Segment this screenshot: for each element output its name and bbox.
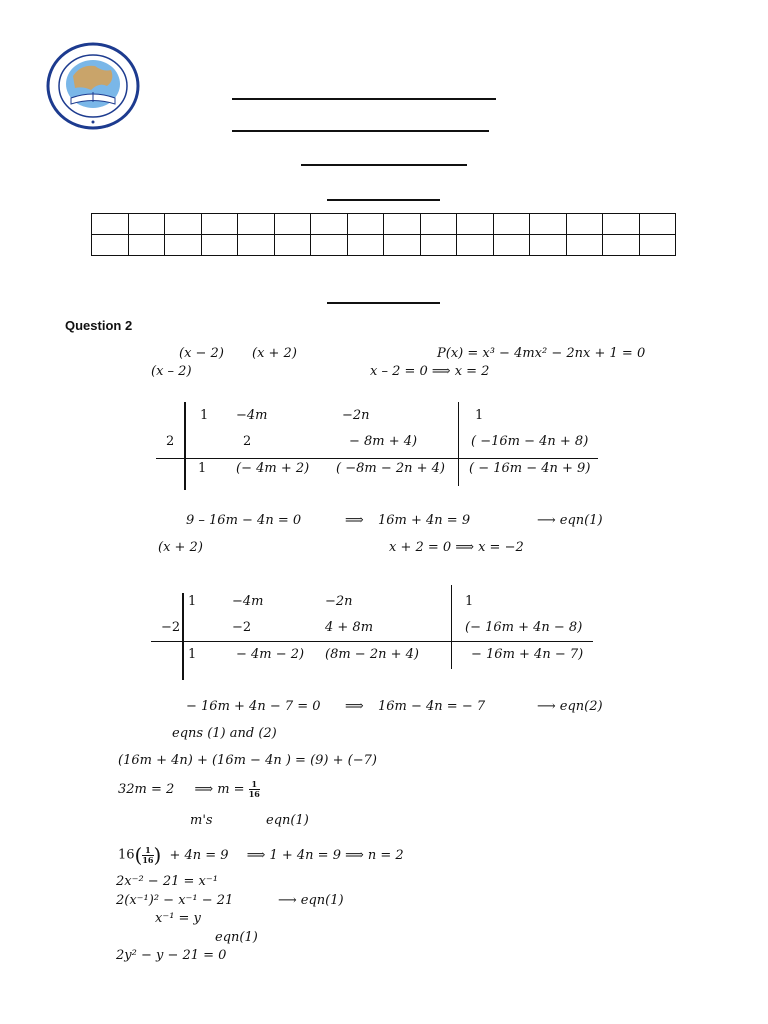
div2-r1-c4: 1 — [465, 594, 474, 609]
ms-label: m's — [190, 813, 213, 828]
div1-rule — [156, 458, 598, 459]
title-line-2 — [232, 130, 489, 132]
div1-r1-c3: −2n — [342, 408, 370, 423]
div1-r3-c1: 1 — [198, 461, 207, 476]
n-line-coef: 16 — [118, 847, 135, 863]
title-line-1 — [232, 98, 496, 100]
n-frac-den: 16 — [142, 854, 154, 865]
eq-line-3: x⁻¹ = y — [155, 911, 201, 926]
div2-rule — [151, 641, 593, 642]
n-fraction — [142, 846, 153, 865]
div2-right-bar — [451, 585, 452, 669]
m-line — [118, 780, 260, 799]
board-logo — [45, 42, 141, 130]
title-line-4 — [327, 199, 440, 201]
div2-r2-divisor: −2 — [161, 620, 181, 635]
n-line: 16( $\frac{1}{16}$ ) + 4n = 9 ⟹ 1 + 4n = 9 ⟹ n = 2 — [118, 843, 404, 867]
eq1-arrow: ⟹ — [345, 513, 364, 528]
section-line — [327, 302, 440, 304]
div1-r2-c3: − 8m + 4) — [349, 434, 418, 449]
div2-r1-c2: −4m — [232, 594, 264, 609]
root-x-2: x – 2 = 0 ⟹ x = 2 — [370, 364, 490, 379]
title-line-3 — [301, 164, 467, 166]
div2-r1-c1: 1 — [188, 594, 197, 609]
eq-line-5: 2y² − y − 21 = 0 — [116, 948, 227, 963]
div2-r2-c3: 4 + 8m — [325, 620, 374, 635]
div2-r2-c4: (− 16m + 4n − 8) — [465, 620, 583, 635]
div2-r1-c3: −2n — [325, 594, 353, 609]
eq2-right: 16m − 4n = − 7 — [378, 699, 486, 714]
div2-r3-c2: − 4m − 2) — [236, 647, 305, 662]
div1-r2-c2: 2 — [243, 434, 252, 449]
div1-left-bar — [184, 402, 186, 490]
question-label: Question 2 — [65, 318, 133, 333]
n-line-b: + 4n = 9 — [169, 847, 229, 863]
div2-r3-c4: − 16m + 4n − 7) — [471, 647, 584, 662]
div1-r3-c2: (− 4m + 2) — [236, 461, 310, 476]
factor-x-plus-2-b: (x + 2) — [158, 540, 203, 555]
div1-r1-c2: −4m — [236, 408, 268, 423]
div1-r3-c3: ( −8m − 2n + 4) — [336, 461, 445, 476]
div2-r3-c3: (8m − 2n + 4) — [325, 647, 419, 662]
eq-line-2: 2(x⁻¹)² − x⁻¹ − 21 — [116, 893, 234, 908]
m-frac-den: 16 — [248, 789, 260, 799]
div1-r1-c1: 1 — [200, 408, 209, 423]
m-fraction — [249, 780, 260, 799]
eq2-arrow: ⟹ — [345, 699, 364, 714]
div1-r2-divisor: 2 — [166, 434, 175, 449]
factor-x-plus-2: (x + 2) — [252, 346, 297, 361]
eq1-right: 16m + 4n = 9 — [378, 513, 471, 528]
div1-r3-c4: ( − 16m − 4n + 9) — [469, 461, 591, 476]
n-line-c: ⟹ 1 + 4n = 9 ⟹ n = 2 — [246, 847, 404, 863]
eqns-label: eqns (1) and (2) — [172, 726, 277, 741]
div1-right-bar — [458, 402, 459, 486]
eq1-left: 9 – 16m − 4n = 0 — [186, 513, 302, 528]
m-frac-num: 1 — [249, 780, 260, 790]
m-line-b: ⟹ m = — [194, 782, 245, 797]
factor-x-minus-2: (x − 2) — [179, 346, 224, 361]
div1-r1-c4: 1 — [475, 408, 484, 423]
div2-r2-c2: −2 — [232, 620, 252, 635]
div2-r3-c1: 1 — [188, 647, 197, 662]
eq2-left: − 16m + 4n − 7 = 0 — [186, 699, 321, 714]
root-x-neg2: x + 2 = 0 ⟹ x = −2 — [389, 540, 524, 555]
n-frac-num: 1 — [142, 846, 153, 856]
div2-left-bar — [182, 593, 184, 680]
eq2-label: ⟶ eqn(2) — [537, 699, 603, 714]
sum-line: (16m + 4n) + (16m − 4n ) = (9) + (−7) — [118, 753, 377, 768]
eq-line-2-label: ⟶ eqn(1) — [278, 893, 344, 908]
eq-line-1: 2x⁻² − 21 = x⁻¹ — [116, 874, 218, 889]
div1-r2-c4: ( −16m − 4n + 8) — [471, 434, 589, 449]
eq-line-4: eqn(1) — [215, 930, 258, 945]
factor-x-minus-2-b: (x – 2) — [151, 364, 192, 379]
m-line-a: 32m = 2 — [118, 782, 175, 797]
polynomial: P(x) = x³ − 4mx² − 2nx + 1 = 0 — [437, 346, 646, 361]
ms-eqn: eqn(1) — [266, 813, 309, 828]
answer-grid — [91, 213, 676, 256]
eq1-label: ⟶ eqn(1) — [537, 513, 603, 528]
